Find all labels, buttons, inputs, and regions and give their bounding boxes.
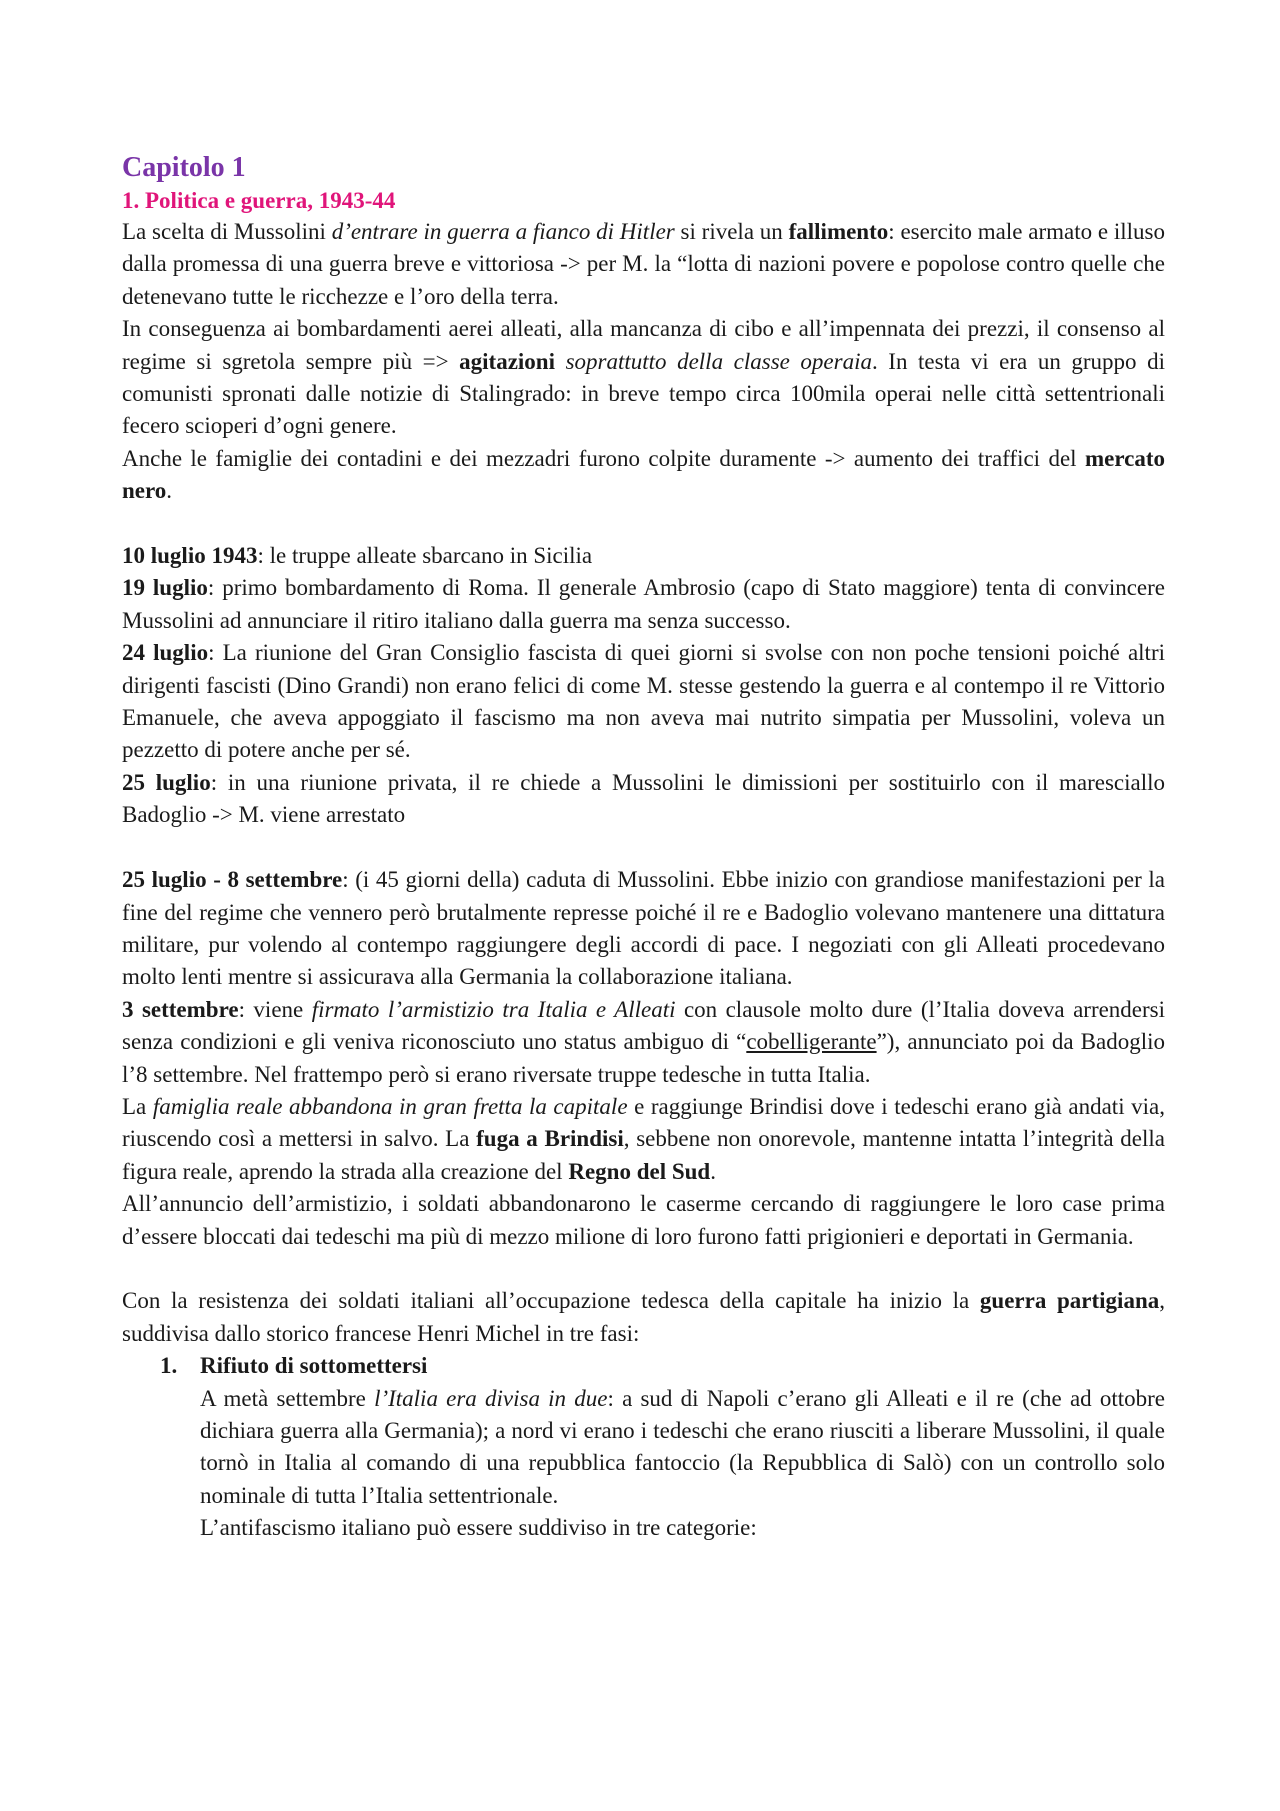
phases-list [122,1350,1165,1544]
list-item-number: 1. [160,1353,178,1379]
event-19-july: 19 luglio: primo bombardamento di Roma. Il generale Ambrosio (capo di Stato maggiore) tenta di convincere Mussolini ad annunciare il ritiro italiano dalla guerra ma senza successo. [122,575,1165,633]
event-24-july: 24 luglio: La riunione del Gran Consiglio fascista di quei giorni si svolse con non poche tensioni poiché altri dirigenti fascisti (Dino Grandi) non erano felici di come M. stesse gestendo la guerra e al contempo il re Vittorio Emanuele, che aveva appoggiato il fascismo ma non aveva mai nutrito simpatia per Mussolini, voleva un pezzetto di potere anche per sé. [122,640,1165,763]
paragraph-royal-flight: La famiglia reale abbandona in gran fretta la capitale e raggiunge Brindisi dove i tedeschi erano già andati via, riuscendo così a mettersi in salvo. La fuga a Brindisi, sebbene non onorevole, mantenne intatta l’integrità della figura reale, aprendo la strada alla creazione del Regno del Sud. [122,1093,1165,1184]
list-item-body: A metà settembre l’Italia era divisa in due: a sud di Napoli c’erano gli Alleati e il re (che ad ottobre dichiara guerra alla Germania); a nord vi erano i tedeschi che erano riusciti a liberare Mussolini, il quale tornò in Italia al comando di una repubblica fantoccio (la Repubblica di Salò) con un controllo solo nominale di tutta l’Italia settentrionale. [200,1385,1165,1508]
list-item [122,1350,1165,1544]
list-item-title: Rifiuto di sottomettersi [200,1353,428,1379]
chapter-title: Capitolo 1 [122,152,246,183]
paragraph-armistice: 3 settembre: viene firmato l’armistizio tra Italia e Alleati con clausole molto dure (l’Italia doveva arrendersi senza condizioni e gli veniva riconosciuto uno status ambiguo di “cobelligerante”), annunciato poi da Badoglio l’8 settembre. Nel frattempo però si erano riversate truppe tedesche in tutta Italia. [122,996,1166,1087]
document-page [122,150,1165,1545]
list-item-last-line: L’antifascismo italiano può essere suddiviso in tre categorie: [200,1515,757,1541]
paragraph-gap [122,1253,1165,1285]
paragraph-gap [122,508,1165,540]
event-10-july: 10 luglio 1943: le truppe alleate sbarcano in Sicilia [122,543,593,569]
section-title: 1. Politica e guerra, 1943-44 [122,188,396,213]
paragraph-consensus: In conseguenza ai bombardamenti aerei alleati, alla mancanza di cibo e all’impennata dei prezzi, il consenso al regime si sgretola sempre più => agitazioni soprattutto della classe operaia. In testa vi era un gruppo di comunisti spronati dalle notizie di Stalingrado: in breve tempo circa 100mila operai nelle città settentrionali fecero scioperi d’ogni genere. [122,316,1165,439]
paragraph-black-market: Anche le famiglie dei contadini e dei mezzadri furono colpite duramente -> aumento dei traffici del mercato nero. [122,445,1165,504]
cobelligerante-term: cobelligerante [746,1029,877,1055]
paragraph-soldiers: All’annuncio dell’armistizio, i soldati abbandonarono le caserme cercando di raggiungere le loro case prima d’essere bloccati dai tedeschi ma più di mezzo milione di loro furono fatti prigionieri e deportati in Germania. [122,1191,1165,1249]
paragraph-resistance: Con la resistenza dei soldati italiani all’occupazione tedesca della capitale ha inizio la guerra partigiana, suddivisa dallo storico francese Henri Michel in tre fasi: [122,1288,1165,1346]
paragraph-mussolini-choice: La scelta di Mussolini d’entrare in guerra a fianco di Hitler si rivela un fallimento: esercito male armato e illuso dalla promessa di una guerra breve e vittoriosa -> per M. la “lotta di nazioni povere e popolose contro quelle che detenevano tutte le ricchezze e l’oro della terra. [122,219,1165,309]
paragraph-gap [122,832,1165,864]
paragraph-fall-of-mussolini: 25 luglio - 8 settembre: (i 45 giorni della) caduta di Mussolini. Ebbe inizio con grandiose manifestazioni per la fine del regime che vennero però brutalmente represse poiché il re e Badoglio volevano mantenere una dittatura militare, pur volendo al contempo raggiungere degli accordi di pace. I negoziati con gli Alleati procedevano molto lenti mentre si assicurava alla Germania la collaborazione italiana. [122,867,1165,990]
event-25-july: 25 luglio: in una riunione privata, il re chiede a Mussolini le dimissioni per sostituirlo con il maresciallo Badoglio -> M. viene arrestato [122,769,1165,828]
